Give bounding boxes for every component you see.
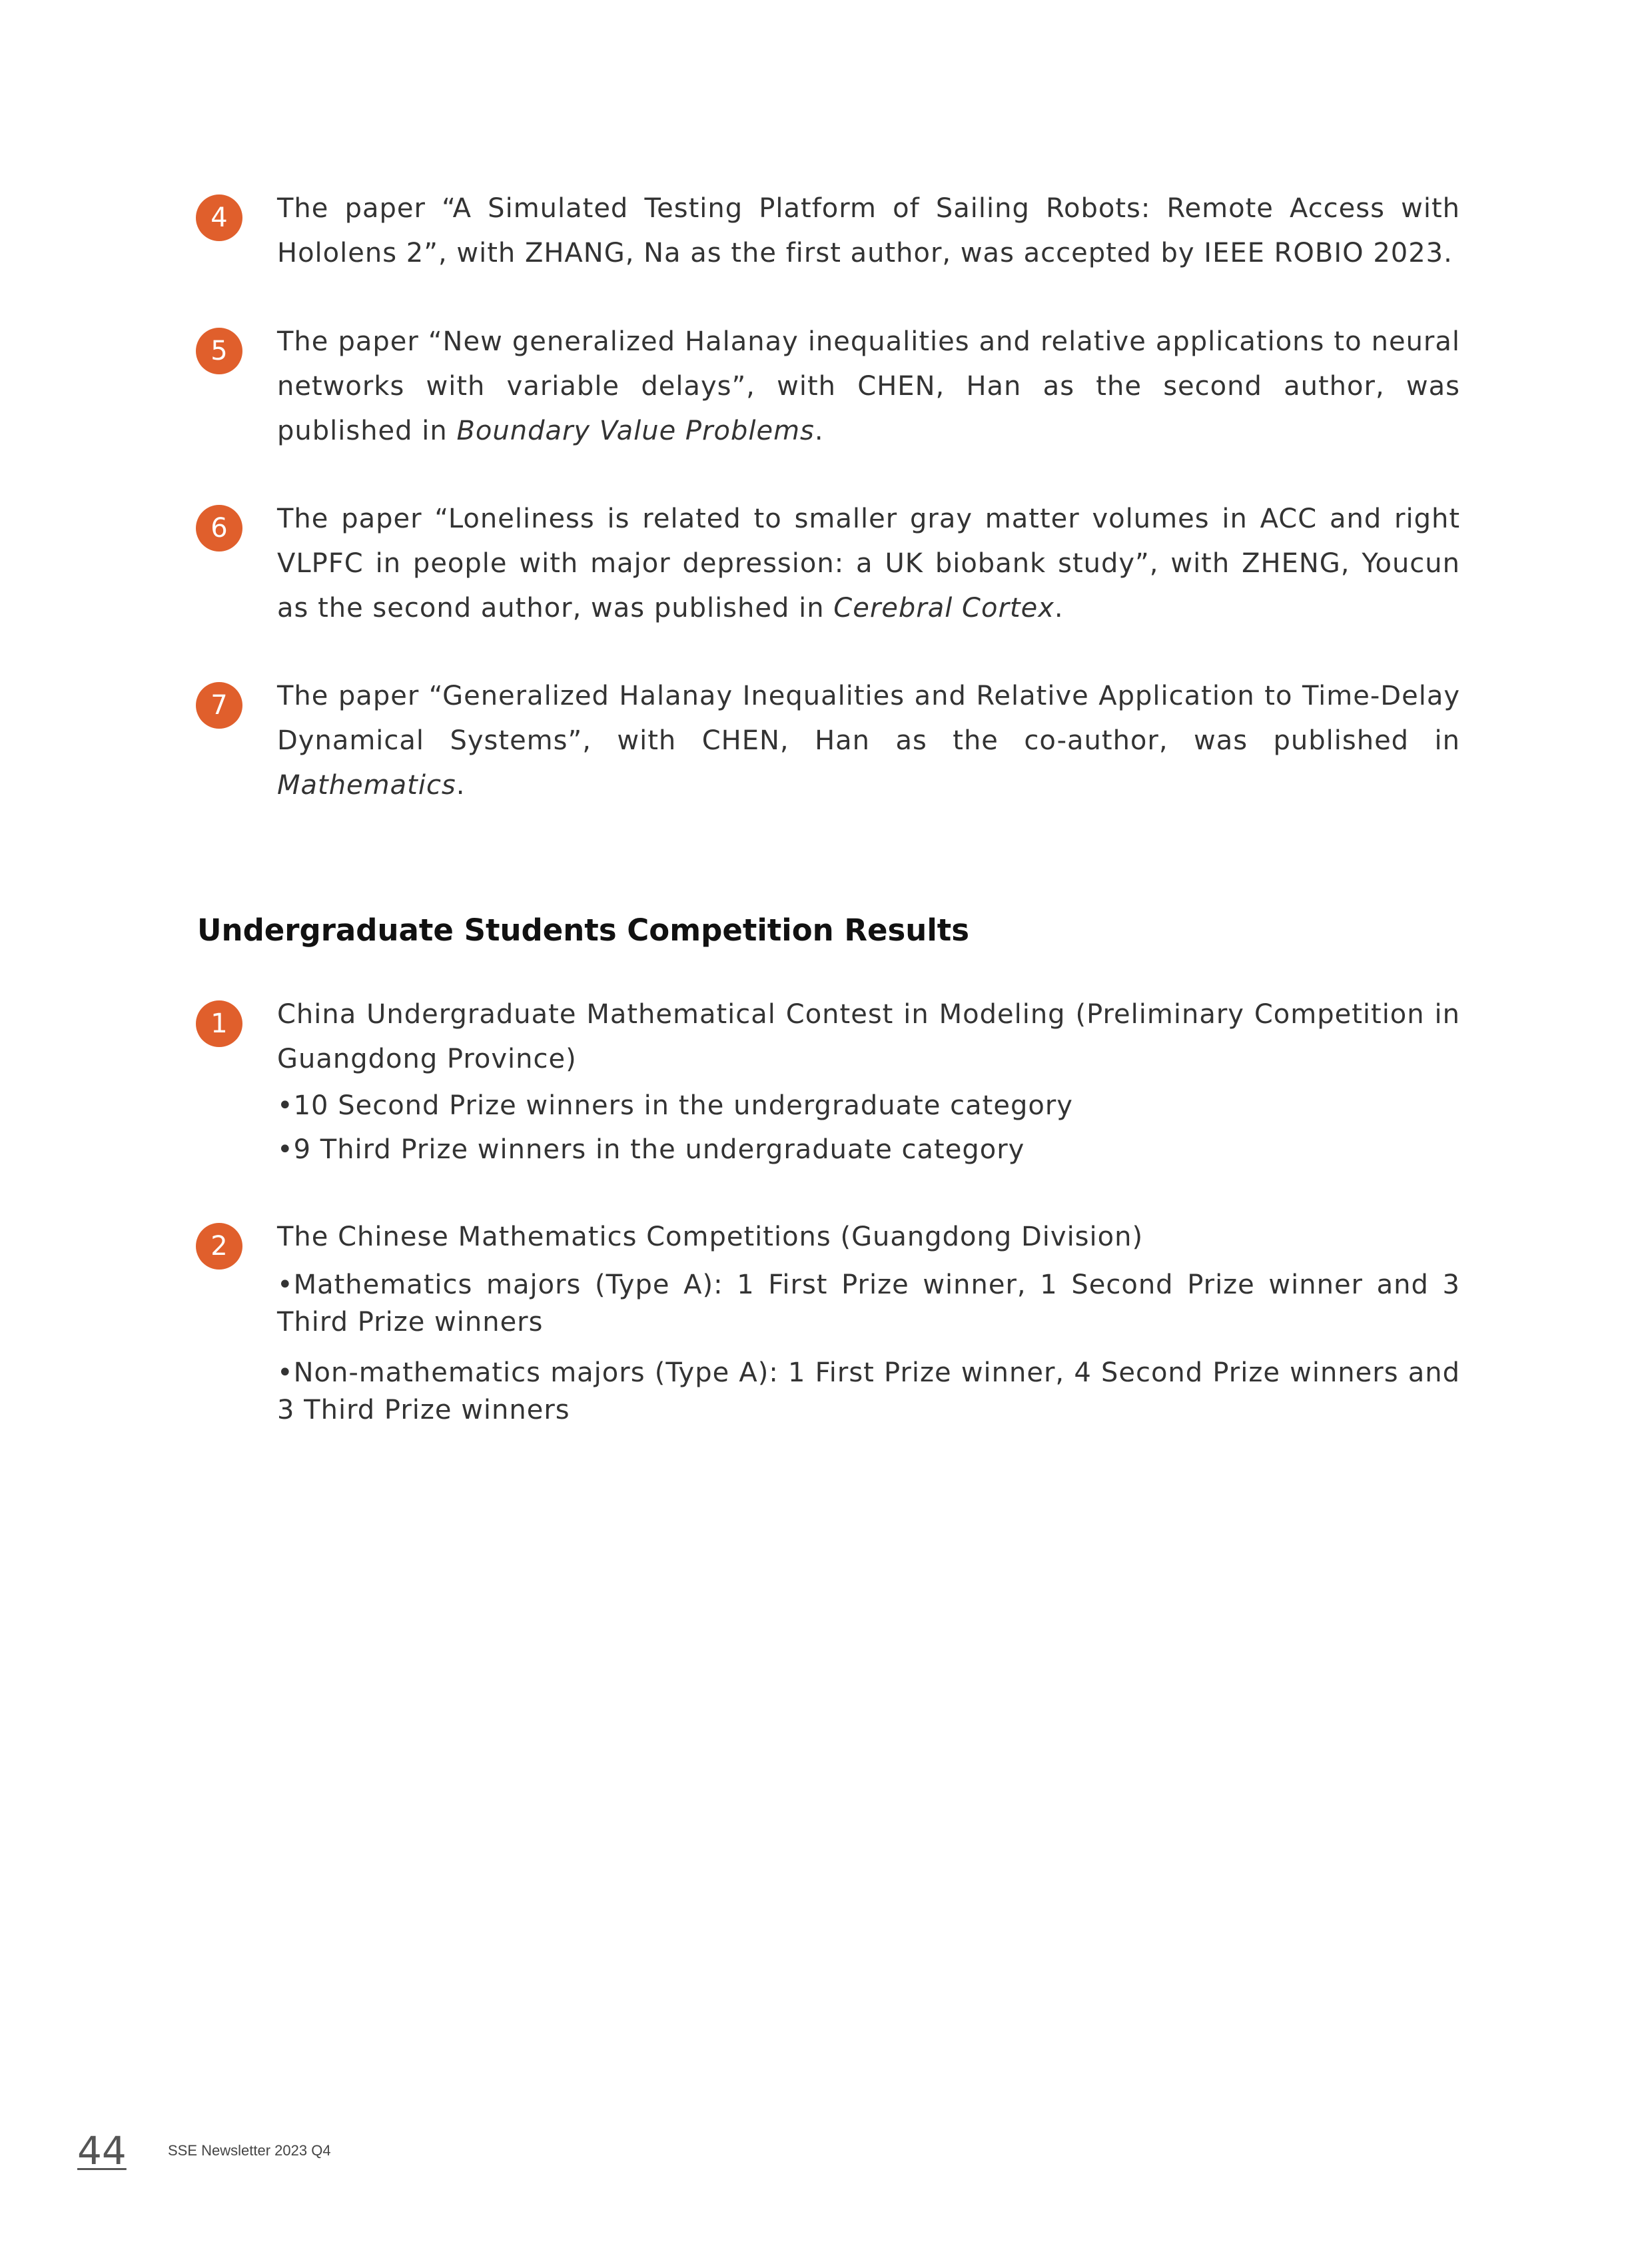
paper-text: The paper “Generalized Halanay Inequalities and Relative Application to Time-Delay Dynamical Systems”, with CHEN, Han as the co-author, was published in — [277, 681, 1460, 756]
result-bullet: •Mathematics majors (Type A): 1 First Prize winner, 1 Second Prize winner and 3 Third Prize winners — [277, 1270, 1460, 1337]
paper-description — [277, 187, 1460, 276]
number-badge: 1 — [196, 1000, 242, 1047]
journal-name: Boundary Value Problems — [456, 416, 815, 446]
number-badge: 6 — [196, 505, 242, 552]
number-badge: 4 — [196, 194, 242, 241]
journal-name: Cerebral Cortex — [833, 593, 1054, 623]
paper-text: The paper “New generalized Halanay inequalities and relative applications to neural networks with variable delays”, with CHEN, Han as the second author, was published in — [277, 326, 1460, 446]
paper-text-end: . — [456, 770, 466, 801]
competition-details — [277, 1215, 1460, 1429]
publication-title: SSE Newsletter 2023 Q4 — [168, 2142, 331, 2159]
competition-details — [277, 992, 1460, 1168]
result-bullet: •9 Third Prize winners in the undergraduate category — [277, 1134, 1025, 1165]
paper-text-end: . — [1054, 593, 1064, 623]
result-bullet: •10 Second Prize winners in the undergraduate category — [277, 1090, 1073, 1121]
paper-description — [277, 320, 1460, 454]
number-badge: 5 — [196, 328, 242, 374]
number-badge: 7 — [196, 682, 242, 729]
result-bullet: •Non-mathematics majors (Type A): 1 First Prize winner, 4 Second Prize winners and 3 Third Prize winners — [277, 1357, 1460, 1425]
page-number: 44 — [77, 2128, 127, 2173]
journal-name: Mathematics — [277, 770, 456, 801]
paper-text: The paper “Loneliness is related to smaller gray matter volumes in ACC and right VLPFC in people with major depression: a UK biobank study”, with ZHENG, Youcun as the second author, was published in — [277, 504, 1460, 623]
competition-name: China Undergraduate Mathematical Contest in Modeling (Preliminary Competition in Guangdong Province) — [277, 999, 1460, 1074]
number-badge: 2 — [196, 1223, 242, 1270]
paper-text: The paper “A Simulated Testing Platform of Sailing Robots: Remote Access with Hololens 2”, with ZHANG, Na as the first author, was accepted by IEEE ROBIO 2023. — [277, 193, 1460, 268]
section-heading: Undergraduate Students Competition Results — [197, 913, 970, 948]
paper-description — [277, 497, 1460, 631]
competition-name: The Chinese Mathematics Competitions (Guangdong Division) — [277, 1222, 1144, 1252]
paper-description — [277, 674, 1460, 808]
paper-text-end: . — [814, 416, 824, 446]
